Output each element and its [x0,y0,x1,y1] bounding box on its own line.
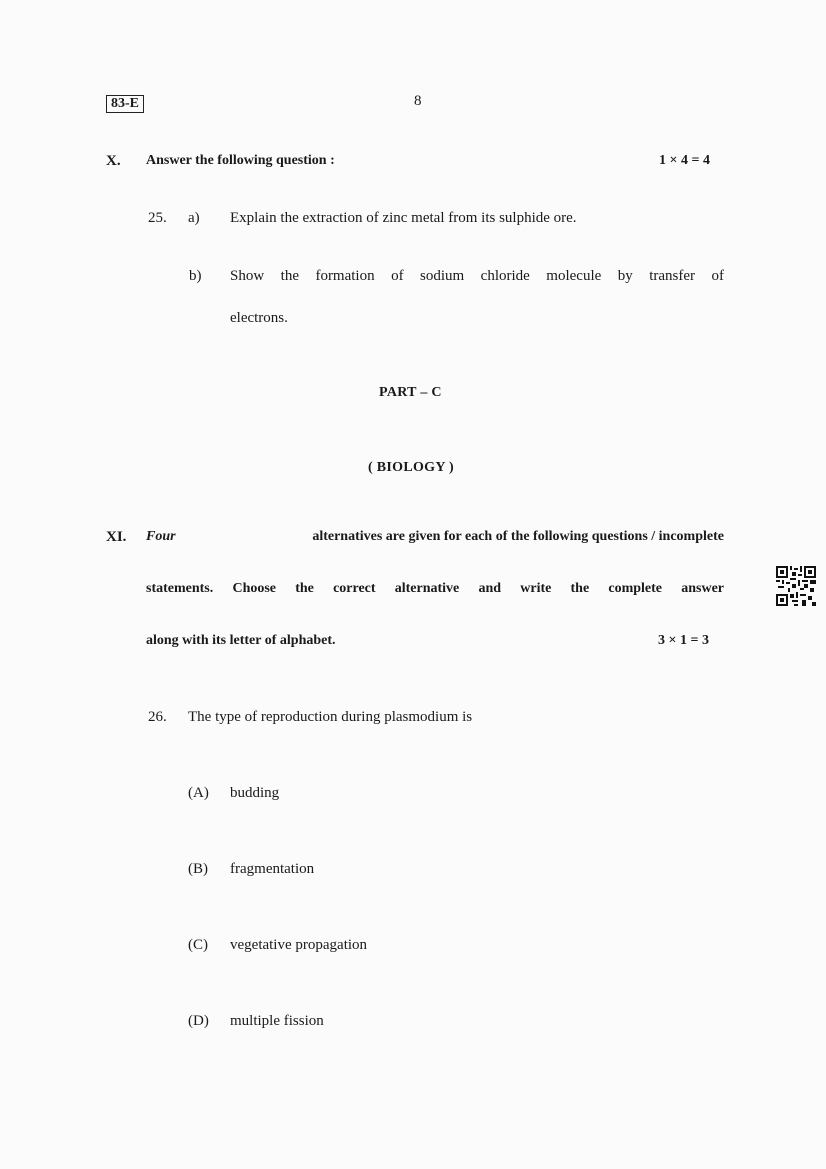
section-xi-instruction-line2: statements. Choose the correct alternative and write the complete answer [146,581,724,596]
section-xi-marks: 3 × 1 = 3 [658,633,709,648]
section-x-roman: X. [106,153,121,169]
question-25b-label: b) [189,268,202,284]
part-heading: PART – C [379,385,442,400]
question-25b-line1: Show the formation of sodium chloride molecule by transfer of [230,268,724,284]
question-26-number: 26. [148,709,167,725]
question-25-number: 25. [148,210,167,226]
question-26-text: The type of reproduction during plasmodium is [188,709,473,725]
option-a-text: budding [230,785,280,801]
section-xi-line1-rest: alternatives are given for each of the following questions / incomplete [312,529,724,544]
section-xi-instruction-line3: along with its letter of alphabet. [146,633,336,648]
question-25a-text: Explain the extraction of zinc metal from its sulphide ore. [230,210,577,226]
section-xi-instruction-line1 [146,529,724,545]
question-25b-line2: electrons. [230,310,288,326]
question-25a-label: a) [188,210,200,226]
option-c-text: vegetative propagation [230,937,368,953]
option-b-label: (B) [188,861,208,877]
option-b-text: fragmentation [230,861,315,877]
option-d-label: (D) [188,1013,209,1029]
subject-heading: ( BIOLOGY ) [368,460,455,475]
page-number: 8 [414,93,422,109]
paper-code: 83-E [106,95,144,113]
section-x-marks: 1 × 4 = 4 [659,153,710,168]
qr-code-icon [776,566,816,606]
option-c-label: (C) [188,937,208,953]
option-a-label: (A) [188,785,209,801]
section-xi-roman: XI. [106,529,127,545]
section-xi-emphasis: Four [146,529,176,544]
section-x-instruction: Answer the following question : [146,153,335,168]
option-d-text: multiple fission [230,1013,324,1029]
